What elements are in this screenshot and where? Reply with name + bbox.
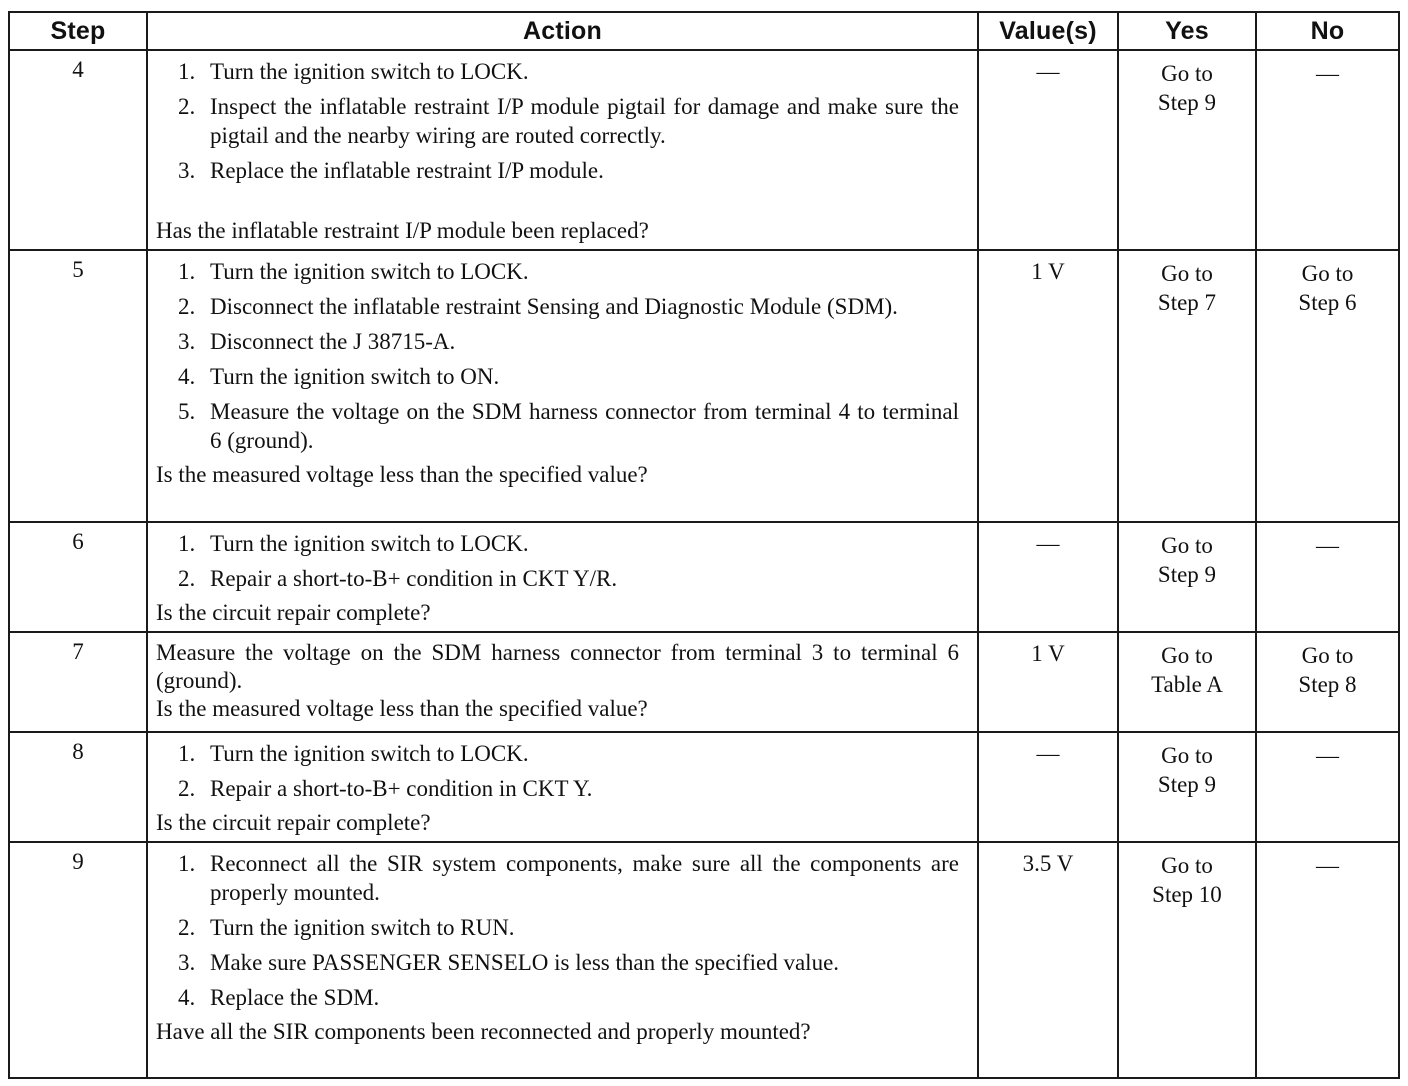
header-action: Action bbox=[147, 12, 978, 50]
header-yes: Yes bbox=[1118, 12, 1256, 50]
table-row bbox=[9, 842, 1399, 1078]
action-step: 2. Inspect the inflatable restraint I/P module pigtail for damage and make sure the pigtail and the nearby wiring are routed correctly. bbox=[178, 94, 959, 148]
no-cell: Go to Step 8 bbox=[1256, 632, 1399, 732]
step-number: 7 bbox=[9, 632, 147, 732]
yes-cell: Go to Step 10 bbox=[1118, 842, 1256, 1078]
value-cell: 1 V bbox=[978, 632, 1118, 732]
action-step: 3. Disconnect the J 38715-A. bbox=[178, 329, 456, 354]
action-step: 2. Repair a short-to-B+ condition in CKT Y. bbox=[178, 776, 593, 801]
action-step: 1. Turn the ignition switch to LOCK. bbox=[178, 59, 529, 84]
action-cell bbox=[147, 842, 978, 1078]
action-step: 2. Repair a short-to-B+ condition in CKT Y/R. bbox=[178, 566, 618, 591]
yes-cell: Go to Step 9 bbox=[1118, 522, 1256, 632]
step-number: 4 bbox=[9, 50, 147, 250]
action-steps bbox=[156, 257, 959, 455]
no-cell: — bbox=[1256, 50, 1399, 250]
step-number: 9 bbox=[9, 842, 147, 1078]
action-question: Has the inflatable restraint I/P module been replaced? bbox=[156, 218, 649, 243]
value-cell: 3.5 V bbox=[978, 842, 1118, 1078]
yes-cell: Go to Step 9 bbox=[1118, 732, 1256, 842]
table-row bbox=[9, 250, 1399, 522]
table-row bbox=[9, 522, 1399, 632]
action-question: Is the measured voltage less than the specified value? bbox=[156, 696, 648, 721]
value-cell: — bbox=[978, 732, 1118, 842]
action-question: Is the circuit repair complete? bbox=[156, 600, 431, 625]
action-text: Measure the voltage on the SDM harness connector from terminal 3 to terminal 6 (ground). bbox=[156, 640, 959, 693]
header-values: Value(s) bbox=[978, 12, 1118, 50]
no-cell: — bbox=[1256, 522, 1399, 632]
action-question: Have all the SIR components been reconnected and properly mounted? bbox=[156, 1019, 811, 1044]
step-number: 6 bbox=[9, 522, 147, 632]
action-question: Is the circuit repair complete? bbox=[156, 810, 431, 835]
diagnostic-table bbox=[8, 11, 1400, 1079]
no-cell: — bbox=[1256, 842, 1399, 1078]
action-step: 3. Make sure PASSENGER SENSELO is less than the specified value. bbox=[178, 950, 840, 975]
action-step: 5. Measure the voltage on the SDM harness connector from terminal 4 to terminal 6 (ground). bbox=[178, 399, 959, 453]
action-steps bbox=[156, 739, 959, 803]
action-step: 2. Disconnect the inflatable restraint Sensing and Diagnostic Module (SDM). bbox=[178, 294, 898, 319]
yes-cell: Go to Step 9 bbox=[1118, 50, 1256, 250]
header-row bbox=[9, 12, 1399, 50]
value-cell: — bbox=[978, 522, 1118, 632]
action-question: Is the measured voltage less than the specified value? bbox=[156, 462, 648, 487]
action-steps bbox=[156, 849, 959, 1012]
value-cell: 1 V bbox=[978, 250, 1118, 522]
action-step: 1. Turn the ignition switch to LOCK. bbox=[178, 741, 529, 766]
action-cell bbox=[147, 250, 978, 522]
header-no: No bbox=[1256, 12, 1399, 50]
action-steps bbox=[156, 529, 959, 593]
header-step: Step bbox=[9, 12, 147, 50]
yes-cell: Go to Step 7 bbox=[1118, 250, 1256, 522]
value-cell: — bbox=[978, 50, 1118, 250]
action-step: 1. Reconnect all the SIR system components, make sure all the components are properly mounted. bbox=[178, 851, 959, 905]
action-step: 1. Turn the ignition switch to LOCK. bbox=[178, 259, 529, 284]
action-cell bbox=[147, 632, 978, 732]
action-cell bbox=[147, 50, 978, 250]
action-step: 4. Replace the SDM. bbox=[178, 985, 380, 1010]
no-cell: Go to Step 6 bbox=[1256, 250, 1399, 522]
step-number: 8 bbox=[9, 732, 147, 842]
yes-cell: Go to Table A bbox=[1118, 632, 1256, 732]
table-row bbox=[9, 732, 1399, 842]
action-steps bbox=[156, 57, 959, 185]
action-step: 4. Turn the ignition switch to ON. bbox=[178, 364, 500, 389]
table-row bbox=[9, 50, 1399, 250]
action-cell bbox=[147, 522, 978, 632]
action-cell bbox=[147, 732, 978, 842]
table-row bbox=[9, 632, 1399, 732]
no-cell: — bbox=[1256, 732, 1399, 842]
step-number: 5 bbox=[9, 250, 147, 522]
action-step: 2. Turn the ignition switch to RUN. bbox=[178, 915, 515, 940]
action-step: 3. Replace the inflatable restraint I/P module. bbox=[178, 158, 604, 183]
action-step: 1. Turn the ignition switch to LOCK. bbox=[178, 531, 529, 556]
